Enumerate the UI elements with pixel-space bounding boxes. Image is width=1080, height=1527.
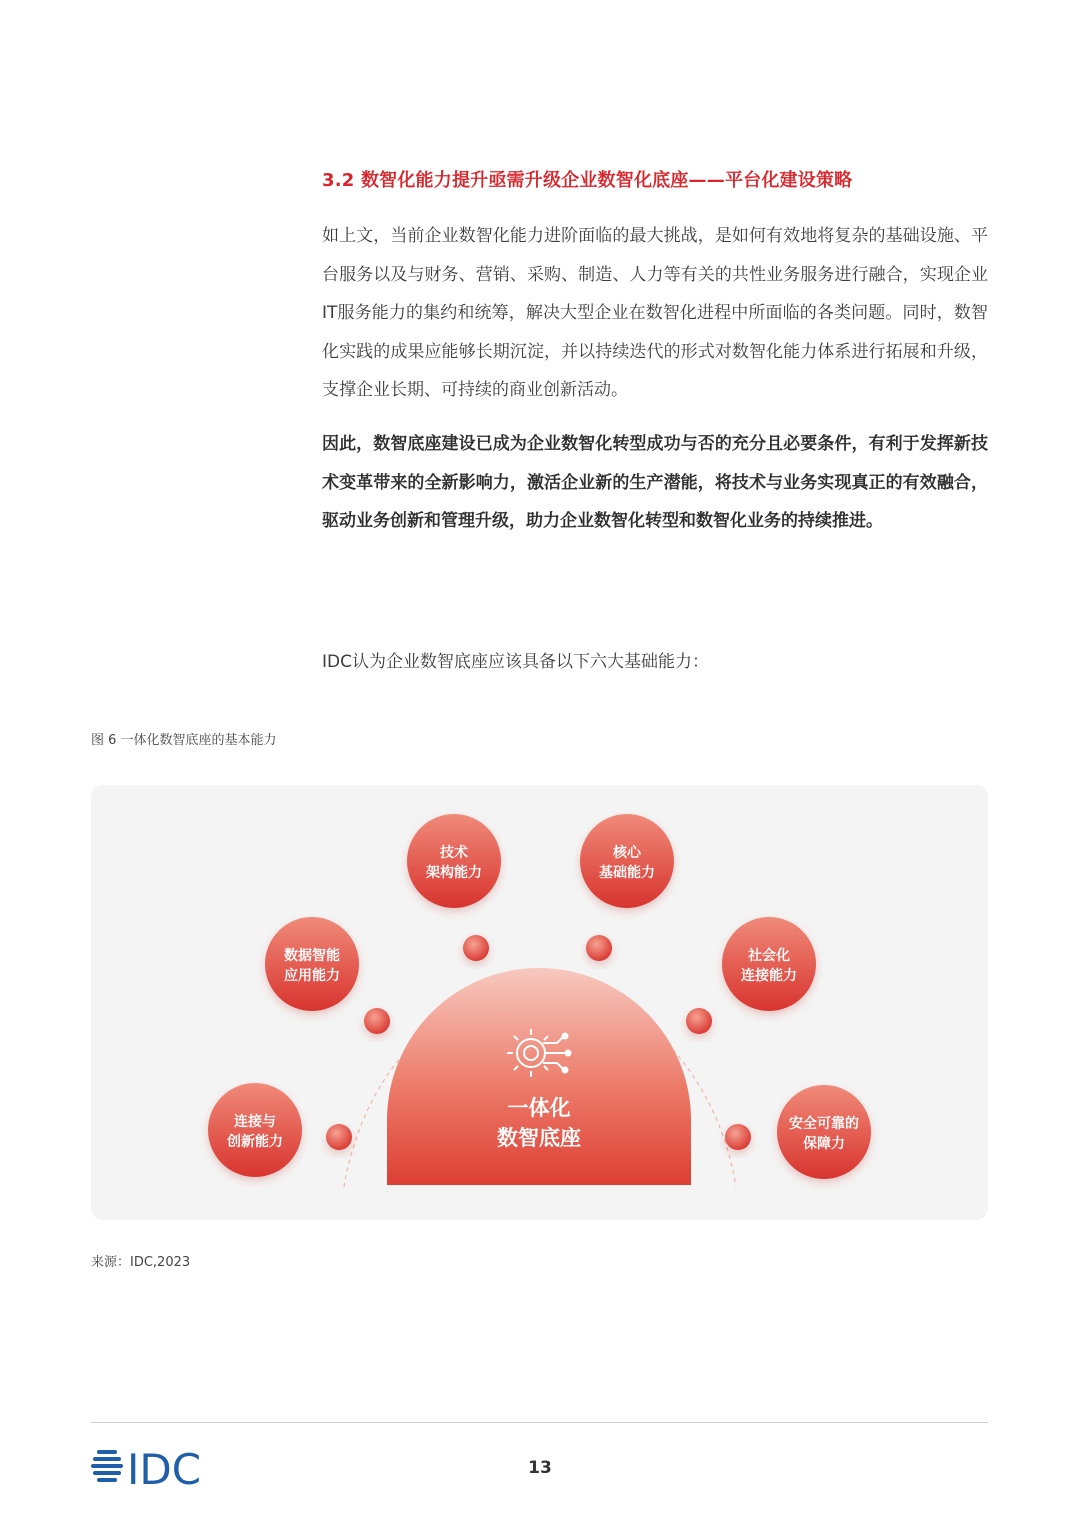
connector-dot — [586, 935, 612, 961]
svg-text:保障力: 保障力 — [803, 1136, 845, 1152]
capability-diagram — [91, 785, 988, 1220]
footer-divider — [91, 1422, 988, 1423]
figure-source: 来源：IDC,2023 — [91, 1255, 191, 1270]
svg-text:创新能力: 创新能力 — [227, 1134, 283, 1150]
capability-security-assurance — [777, 1085, 871, 1179]
center-dome — [387, 968, 691, 1185]
page-number: 13 — [528, 1458, 552, 1478]
svg-text:数据智能: 数据智能 — [284, 948, 340, 964]
svg-text:应用能力: 应用能力 — [284, 968, 340, 984]
svg-text:安全可靠的: 安全可靠的 — [789, 1116, 859, 1132]
center-label-line2: 数智底座 — [497, 1126, 581, 1150]
center-label-line1: 一体化 — [507, 1096, 571, 1120]
connector-dot — [686, 1008, 712, 1034]
svg-text:连接与: 连接与 — [234, 1114, 276, 1130]
body-paragraph-1: 如上文，当前企业数智化能力进阶面临的最大挑战，是如何有效地将复杂的基础设施、平台服务以及与财务、营销、采购、制造、人力等有关的共性业务服务进行融合，实现企业IT服务能力的集约和统筹，解决大型企业在数智化进程中所面临的各类问题。同时，数智化实践的成果应能够长期沉淀，并以持续迭代的形式对数智化能力体系进行拓展和升级，支撑企业长期、可持续的商业创新活动。 — [322, 226, 988, 400]
capability-tech-architecture — [407, 814, 501, 908]
body-paragraph-2-bold: 因此，数智底座建设已成为企业数智化转型成功与否的充分且必要条件，有利于发挥新技术变革带来的全新影响力，激活企业新的生产潜能，将技术与业务实现真正的有效融合，驱动业务创新和管理升级，助力企业数智化转型和数智化业务的持续推进。 — [322, 434, 988, 531]
section-title: 3.2 数智化能力提升亟需升级企业数智化底座——平台化建设策略 — [322, 170, 853, 191]
connector-dot — [725, 1124, 751, 1150]
svg-text:架构能力: 架构能力 — [426, 865, 482, 881]
capability-data-intelligence — [265, 917, 359, 1011]
capability-social-connection — [722, 917, 816, 1011]
svg-text:社会化: 社会化 — [748, 948, 790, 964]
capability-core-foundation — [580, 814, 674, 908]
svg-text:核心: 核心 — [613, 845, 641, 861]
connector-dot — [364, 1008, 390, 1034]
body-paragraph-3: IDC认为企业数智底座应该具备以下六大基础能力： — [322, 652, 709, 672]
svg-text:技术: 技术 — [440, 845, 468, 861]
capability-connection-innovation — [208, 1083, 302, 1177]
connector-dot — [326, 1124, 352, 1150]
figure-caption: 图 6 一体化数智底座的基本能力 — [91, 733, 277, 748]
svg-text:基础能力: 基础能力 — [599, 865, 655, 881]
svg-text:连接能力: 连接能力 — [741, 968, 797, 984]
idc-logo — [91, 1444, 231, 1496]
connector-dot — [463, 935, 489, 961]
svg-text:IDC: IDC — [127, 1445, 202, 1492]
